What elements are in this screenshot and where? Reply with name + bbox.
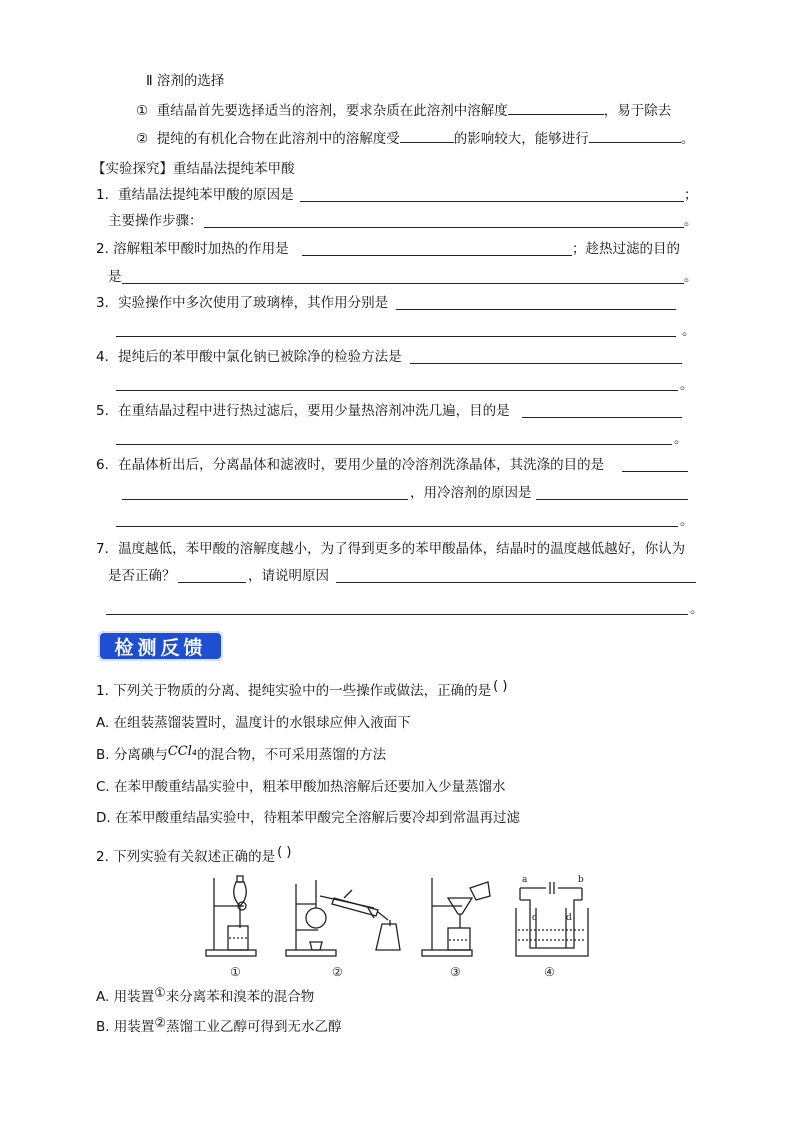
- option-text: 来分离苯和溴苯的混合物: [165, 989, 315, 1005]
- answer-blank[interactable]: [122, 283, 684, 284]
- apparatus-figure: [200, 868, 600, 980]
- answer-blank[interactable]: [116, 444, 672, 445]
- item-text: 重结晶首先要选择适当的溶剂，要求杂质在此溶剂中溶解度: [156, 103, 508, 119]
- question-stem: 1. 下列关于物质的分离、提纯实验中的一些操作或做法，正确的是: [96, 683, 492, 699]
- tube-label-d: d: [566, 913, 572, 923]
- question-text: 是否正确？: [108, 568, 176, 584]
- question-tail: 。: [682, 323, 696, 339]
- answer-blank[interactable]: [204, 227, 684, 228]
- question-6: 6．在晶体析出后，分离晶体和滤液时，要用少量的冷溶剂洗涤晶体，其洗涤的目的是: [96, 457, 605, 473]
- answer-blank[interactable]: [536, 499, 688, 500]
- apparatus-label-2: ②: [332, 965, 343, 979]
- option-text: B. 用装置: [96, 1019, 155, 1035]
- question-tail: 。: [674, 431, 688, 447]
- question-2: 2. 溶解粗苯甲酸时加热的作用是: [96, 241, 289, 257]
- option-a: [96, 988, 314, 1007]
- answer-blank[interactable]: [300, 201, 684, 202]
- apparatus-label-1: ①: [230, 965, 241, 979]
- item-tail: ，易于除去: [603, 103, 672, 119]
- question-tail: 。: [680, 513, 694, 529]
- option-c: C. 在苯甲酸重结晶实验中，粗苯甲酸加热溶解后还要加入少量蒸馏水: [96, 779, 506, 795]
- question-7: 7．温度越低，苯甲酸的溶解度越小，为了得到更多的苯甲酸晶体，结晶时的温度越低越好，你认为: [96, 541, 686, 557]
- answer-blank[interactable]: [396, 309, 676, 310]
- feedback-question-2: [96, 845, 292, 867]
- apparatus-label-4: ④: [544, 965, 555, 979]
- item-tail: 。: [680, 131, 695, 147]
- u-tube-apparatus: [516, 882, 588, 956]
- answer-blank[interactable]: [410, 363, 682, 364]
- answer-blank[interactable]: [116, 336, 676, 337]
- apparatus-ref: ②: [154, 1016, 167, 1031]
- section-item-1: [136, 100, 671, 120]
- question-text: 是: [108, 269, 122, 285]
- answer-blank[interactable]: [116, 390, 678, 391]
- question-text: ，用冷溶剂的原因是: [410, 485, 532, 501]
- section-item-2: [136, 128, 694, 148]
- answer-blank[interactable]: [116, 526, 678, 527]
- question-tail: 。: [684, 213, 698, 229]
- explore-heading: 【实验探究】重结晶法提纯苯甲酸: [92, 161, 295, 177]
- section-badge: 检测反馈: [98, 631, 223, 661]
- option-b: [96, 1018, 342, 1037]
- option-b: [96, 746, 386, 765]
- item-number: ①: [136, 103, 149, 119]
- question-tail: 。: [680, 377, 694, 393]
- feedback-question-1: [96, 679, 508, 701]
- question-text: ，请说明原因: [248, 568, 329, 584]
- filtration-apparatus: [422, 878, 490, 956]
- option-a: A. 在组装蒸馏装置时，温度计的水银球应伸入液面下: [96, 715, 411, 731]
- separatory-funnel-apparatus: [206, 876, 256, 956]
- item-number: ②: [136, 131, 149, 147]
- question-tail: 。: [684, 269, 698, 285]
- option-text: 蒸馏工业乙醇可得到无水乙醇: [166, 1019, 342, 1035]
- answer-paren: ( ): [277, 845, 292, 860]
- answer-blank[interactable]: [178, 582, 246, 583]
- answer-blank[interactable]: [400, 128, 454, 143]
- question-text: ；趁热过滤的目的: [572, 241, 680, 257]
- option-text: 的混合物，不可采用蒸馏的方法: [197, 747, 387, 763]
- tube-label-b: b: [578, 875, 584, 885]
- item-text: 的影响较大，能够进行: [453, 131, 589, 147]
- apparatus-ref: ①: [154, 986, 166, 1001]
- question-5: 5．在重结晶过程中进行热过滤后，要用少量热溶剂冲洗几遍，目的是: [96, 403, 510, 419]
- answer-blank[interactable]: [336, 582, 696, 583]
- chemical-formula: CCl₄: [167, 744, 198, 759]
- option-text: B. 分离碘与: [96, 747, 168, 763]
- answer-blank[interactable]: [106, 614, 688, 615]
- question-stem: 2. 下列实验有关叙述正确的是: [96, 849, 276, 865]
- item-text: 提纯的有机化合物在此溶剂中的溶解度受: [156, 131, 400, 147]
- question-1: 1．重结晶法提纯苯甲酸的原因是: [96, 187, 294, 203]
- question-1-steps: 主要操作步骤：: [108, 213, 203, 229]
- option-d: D. 在苯甲酸重结晶实验中，待粗苯甲酸完全溶解后要冷却到常温再过滤: [96, 810, 520, 826]
- question-tail: 。: [690, 601, 704, 617]
- answer-blank[interactable]: [302, 255, 572, 256]
- answer-blank[interactable]: [122, 499, 408, 500]
- section-title: Ⅱ 溶剂的选择: [146, 73, 225, 89]
- answer-blank[interactable]: [508, 100, 604, 115]
- tube-label-c: c: [532, 913, 538, 923]
- option-text: A. 用装置: [96, 989, 155, 1005]
- answer-blank[interactable]: [589, 128, 681, 143]
- answer-paren: ( ): [493, 679, 508, 694]
- answer-blank[interactable]: [522, 417, 682, 418]
- question-3: 3．实验操作中多次使用了玻璃棒，其作用分别是: [96, 295, 389, 311]
- answer-blank[interactable]: [622, 471, 688, 472]
- distillation-apparatus: [286, 880, 400, 956]
- question-tail: ；: [684, 187, 698, 203]
- apparatus-label-3: ③: [450, 965, 461, 979]
- question-4: 4．提纯后的苯甲酸中氯化钠已被除净的检验方法是: [96, 349, 402, 365]
- tube-label-a: a: [522, 875, 528, 885]
